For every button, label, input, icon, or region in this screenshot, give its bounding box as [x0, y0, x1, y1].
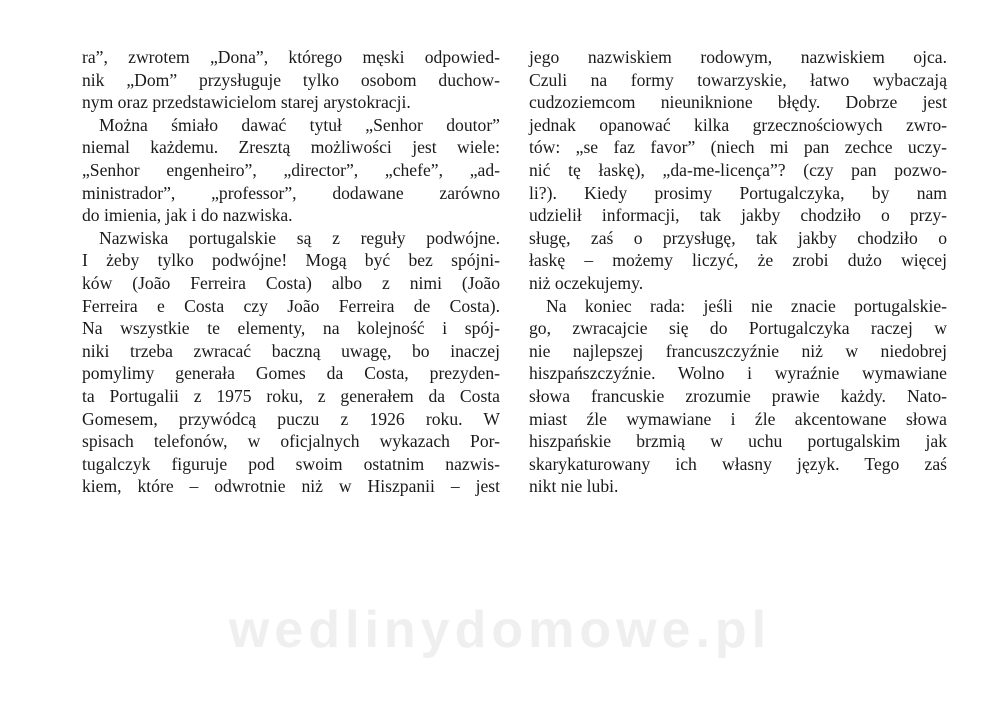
text-line: Na koniec rada: jeśli nie znacie portugalskie-: [546, 295, 947, 316]
right-text-column: [529, 46, 947, 498]
text-line: Czuli na formy towarzyskie, łatwo wybaczają: [529, 69, 947, 90]
text-line: Gomesem, przywódcą puczu z 1926 roku. W: [82, 408, 500, 429]
text-line: sługę, zaś o przysługę, tak jakby chodziło o: [529, 227, 947, 248]
text-line: łaskę – możemy liczyć, że zrobi dużo więcej: [529, 250, 947, 271]
text-line: niki trzeba zwracać baczną uwagę, bo inaczej: [82, 340, 500, 361]
text-line: pomylimy generała Gomes da Costa, prezyden-: [82, 363, 500, 384]
text-line: Na wszystkie te elementy, na kolejność i spój-: [82, 318, 500, 339]
text-line: ministrador”, „professor”, dodawane zarówno: [82, 182, 500, 203]
text-line: Można śmiało dawać tytuł „Senhor doutor”: [99, 114, 500, 135]
text-line: miast źle wymawiane i źle akcentowane słowa: [529, 408, 947, 429]
text-line: niż oczekujemy.: [529, 272, 644, 293]
text-line: nik „Dom” przysługuje tylko osobom duchow-: [82, 69, 500, 90]
text-line: ta Portugalii z 1975 roku, z generałem da Costa: [82, 385, 500, 406]
text-line: spisach telefonów, w oficjalnych wykazach Por-: [82, 431, 500, 452]
text-line: nić tę łaskę), „da-me-licença”? (czy pan pozwo-: [529, 159, 947, 180]
text-line: słowa francuskie zrozumie prawie każdy. Nato-: [529, 385, 947, 406]
text-line: jego nazwiskiem rodowym, nazwiskiem ojca.: [529, 47, 947, 67]
text-line: jednak opanować kilka grzecznościowych zwro-: [529, 114, 947, 135]
text-line: skarykaturowany ich własny język. Tego zaś: [529, 453, 947, 474]
text-line: ra”, zwrotem „Dona”, którego męski odpowied-: [82, 47, 500, 67]
text-line: udzielił informacji, tak jakby chodziło o przy-: [529, 205, 947, 226]
text-line: cudzoziemcom nieuniknione błędy. Dobrze jest: [529, 92, 947, 113]
text-line: nym oraz przedstawicielom starej arystokracji.: [82, 92, 411, 113]
text-line: li?). Kiedy prosimy Portugalczyka, by nam: [529, 182, 947, 203]
watermark: wedlinydomowe.pl: [228, 601, 772, 659]
text-line: tugalczyk figuruje pod swoim ostatnim nazwis-: [82, 453, 500, 474]
text-line: hiszpańszczyźnie. Wolno i wyraźnie wymawiane: [529, 363, 947, 384]
text-line: „Senhor engenheiro”, „director”, „chefe”, „ad-: [82, 159, 500, 180]
text-line: go, zwracajcie się do Portugalczyka raczej w: [529, 318, 947, 339]
text-line: kiem, które – odwrotnie niż w Hiszpanii – jest: [82, 476, 500, 497]
text-line: Nazwiska portugalskie są z reguły podwójne.: [99, 227, 500, 248]
text-line: nikt nie lubi.: [529, 476, 619, 497]
text-line: I żeby tylko podwójne! Mogą być bez spójni-: [82, 250, 500, 271]
text-line: do imienia, jak i do nazwiska.: [82, 205, 293, 226]
text-line: hiszpańskie brzmią w uchu portugalskim jak: [529, 431, 947, 452]
text-line: tów: „se faz favor” (niech mi pan zechce uczy-: [529, 137, 947, 158]
text-line: niemal każdemu. Zresztą możliwości jest wiele:: [82, 137, 500, 158]
text-line: nie najlepszej francuszczyźnie niż w niedobrej: [529, 340, 947, 361]
text-line: ków (João Ferreira Costa) albo z nimi (João: [82, 272, 500, 293]
left-text-column: [82, 46, 500, 498]
text-line: Ferreira e Costa czy João Ferreira de Costa).: [82, 295, 500, 316]
